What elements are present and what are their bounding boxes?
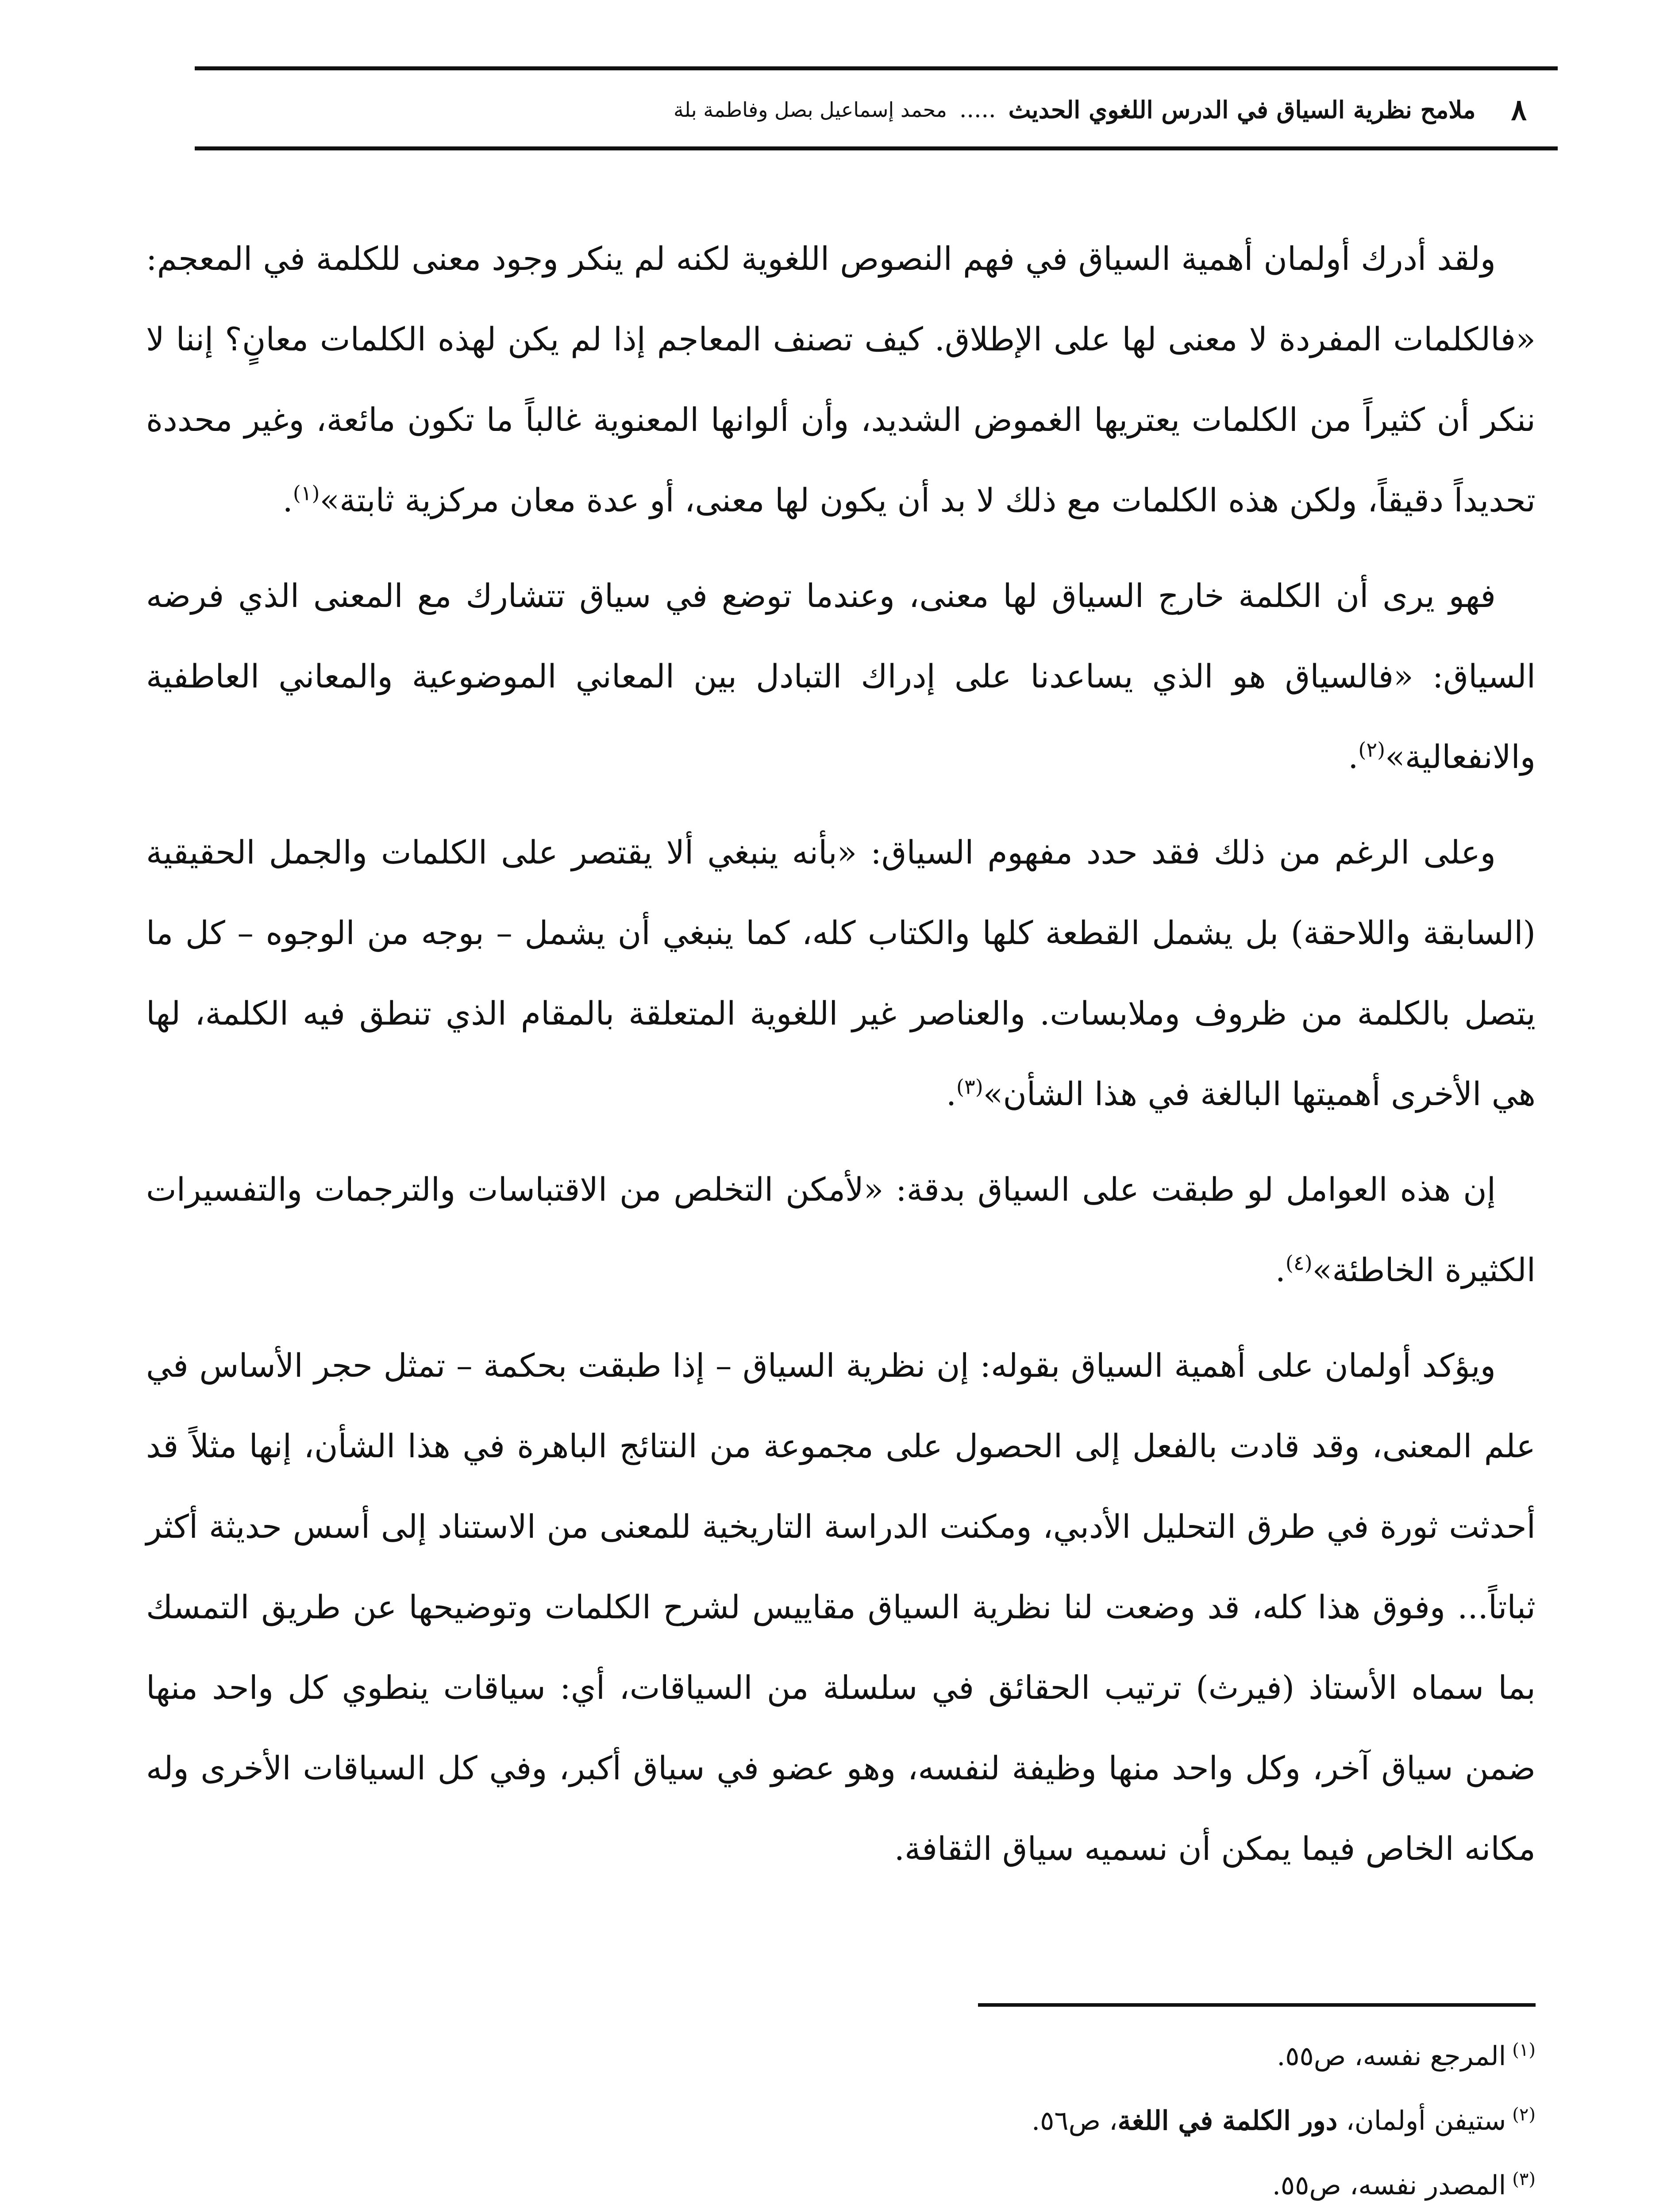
- footnotes: [146, 2024, 1536, 2212]
- footnote-number: (٢): [1512, 2104, 1536, 2125]
- paragraph-end: .: [946, 1075, 957, 1113]
- running-authors: محمد إسماعيل بصل وفاطمة بلة: [673, 98, 947, 122]
- header-bottom-rule: [195, 146, 1558, 150]
- footnote-ref[interactable]: (١): [293, 481, 320, 505]
- footnote-text: المصدر نفسه، ص٥٥.: [1272, 2170, 1506, 2201]
- paragraph-end: .: [1348, 738, 1359, 776]
- footnote-title: دور الكلمة في اللغة: [1117, 2105, 1338, 2136]
- running-header: [195, 66, 1558, 150]
- paragraph: [146, 1326, 1536, 1889]
- footnote-separator: [978, 2003, 1536, 2007]
- footnote-text: ستيفن أولمان،: [1337, 2105, 1506, 2136]
- running-separator: .....: [959, 96, 996, 123]
- body-text: [146, 219, 1536, 1905]
- paragraph-text: إن هذه العوامل لو طبقت على السياق بدقة: «لأمكن التخلص من الاقتباسات والترجمات والتفسيرات الكثيرة الخاطئة»: [146, 1171, 1536, 1289]
- page-number: ٨: [1511, 92, 1527, 127]
- paragraph: [146, 219, 1536, 541]
- footnote-text: المرجع نفسه، ص٥٥.: [1277, 2041, 1506, 2072]
- footnote-number: (١): [1512, 2040, 1536, 2060]
- running-title: ملامح نظرية السياق في الدرس اللغوي الحديث: [1008, 96, 1476, 124]
- footnote: [146, 2024, 1536, 2089]
- footnote-ref[interactable]: (٤): [1285, 1251, 1313, 1275]
- paragraph: [146, 556, 1536, 798]
- paragraph-end: .: [1275, 1252, 1286, 1289]
- footnote-ref[interactable]: (٢): [1358, 737, 1386, 762]
- footnote: [146, 2089, 1536, 2153]
- paragraph-text: ولقد أدرك أولمان أهمية السياق في فهم النصوص اللغوية لكنه لم ينكر وجود معنى للكلمة في المعجم: «فالكلمات المفردة لا معنى لها على الإطلاق. كيف تصنف المعاجم إذا لم يكن لهذه الكلمات معانٍ؟ إننا لا ننكر أن كثيراً من الكلمات يعتريها الغموض الشديد، وأن ألوانها المعنوية غالباً ما تكون مائعة، وغير محددة تحديداً دقيقاً، ولكن هذه الكلمات مع ذلك لا بد أن يكون لها معنى، أو عدة معان مركزية ثابتة»: [146, 240, 1536, 519]
- footnote-number: (٣): [1512, 2169, 1536, 2189]
- paragraph-text: ويؤكد أولمان على أهمية السياق بقوله: إن نظرية السياق – إذا طبقت بحكمة – تمثل حجر الأساس في علم المعنى، وقد قادت بالفعل إلى الحصول على مجموعة من النتائج الباهرة في هذا الشأن، إنها مثلاً قد أحدثت ثورة في طرق التحليل الأدبي، ومكنت الدراسة التاريخية للمعنى من الاستناد إلى أسس حديثة أكثر ثباتاً... وفوق هذا كله، قد وضعت لنا نظرية السياق مقاييس لشرح الكلمات وتوضيحها عن طريق التمسك بما سماه الأستاذ (فيرث) ترتيب الحقائق في سلسلة من السياقات، أي: سياقات ينطوي كل واحد منها ضمن سياق آخر، وكل واحد منها وظيفة لنفسه، وهو عضو في سياق أكبر، وفي كل السياقات الأخرى وله مكانه الخاص فيما يمكن أن نسميه سياق الثقافة.: [146, 1347, 1536, 1868]
- paragraph: [146, 813, 1536, 1135]
- paragraph: [146, 1150, 1536, 1311]
- footnote-ref[interactable]: (٣): [956, 1075, 983, 1099]
- footnote: [146, 2153, 1536, 2212]
- footnote-tail: ، ص٥٦.: [1032, 2105, 1118, 2136]
- header-line: [195, 88, 1558, 132]
- header-top-rule: [195, 66, 1558, 70]
- paragraph-end: .: [282, 482, 293, 519]
- paragraph-text: وعلى الرغم من ذلك فقد حدد مفهوم السياق: «بأنه ينبغي ألا يقتصر على الكلمات والجمل الحقيقية (السابقة واللاحقة) بل يشمل القطعة كلها والكتاب كله، كما ينبغي أن يشمل – بوجه من الوجوه – كل ما يتصل بالكلمة من ظروف وملابسات. والعناصر غير اللغوية المتعلقة بالمقام الذي تنطق فيه الكلمة، لها هي الأخرى أهميتها البالغة في هذا الشأن»: [146, 834, 1536, 1113]
- paragraph-text: فهو يرى أن الكلمة خارج السياق لها معنى، وعندما توضع في سياق تتشارك مع المعنى الذي فرضه السياق: «فالسياق هو الذي يساعدنا على إدراك التبادل بين المعاني الموضوعية والمعاني العاطفية والانفعالية»: [146, 577, 1536, 776]
